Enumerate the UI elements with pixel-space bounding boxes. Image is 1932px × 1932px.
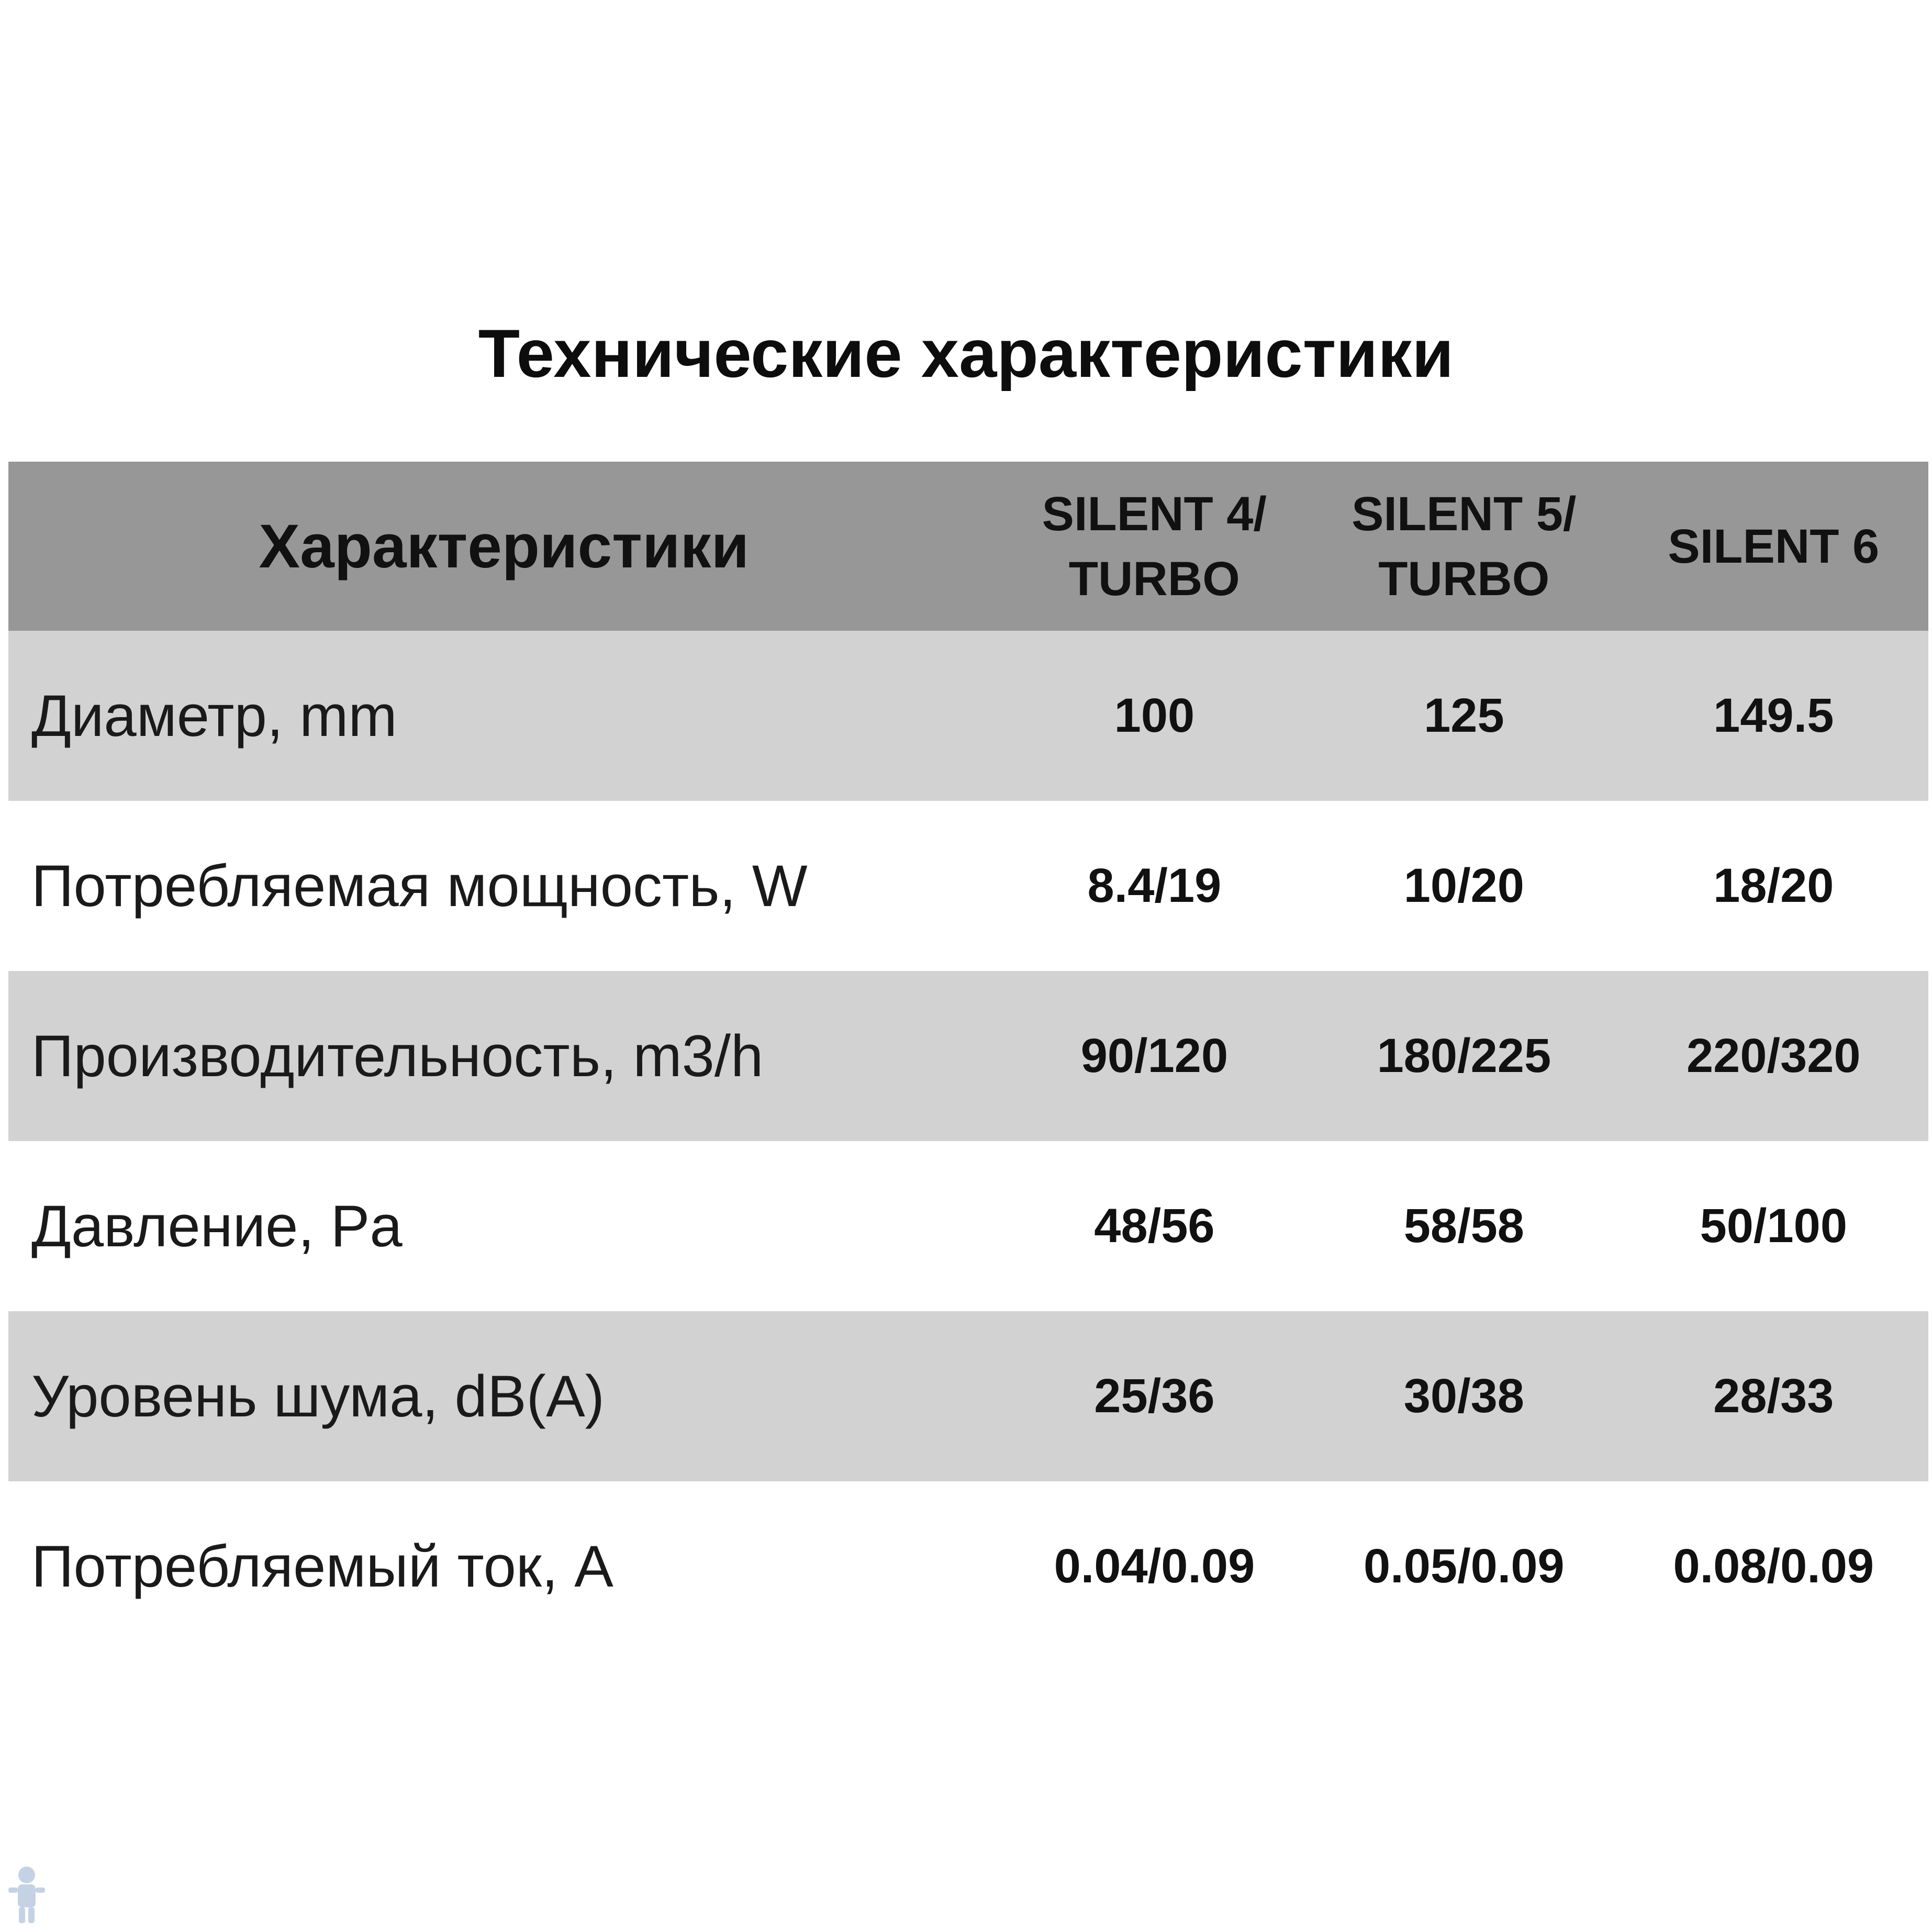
row-value: 180/225 xyxy=(1377,1029,1551,1082)
row-value: 30/38 xyxy=(1403,1369,1524,1423)
row-value: 100 xyxy=(1114,689,1195,742)
row-value: 28/33 xyxy=(1713,1369,1834,1423)
row-value: 0.05/0.09 xyxy=(1364,1539,1565,1593)
row-value: 25/36 xyxy=(1094,1369,1215,1423)
row-value: 58/58 xyxy=(1403,1199,1524,1253)
row-value: 149.5 xyxy=(1713,689,1834,742)
row-value: 18/20 xyxy=(1713,859,1834,912)
row-label: Потребляемая мощность, W xyxy=(31,853,808,919)
row-value: 0.04/0.09 xyxy=(1054,1539,1255,1593)
header-model-silent-6 xyxy=(1619,514,1928,579)
header-label: Характеристики xyxy=(259,511,750,581)
row-label: Потребляемый ток, А xyxy=(31,1534,613,1599)
row-label: Давление, Pa xyxy=(31,1193,403,1259)
table-row-capacity xyxy=(8,971,1928,1141)
table-row-noise xyxy=(8,1311,1928,1481)
row-value: 0.08/0.09 xyxy=(1673,1539,1874,1593)
spec-table xyxy=(8,462,1928,1651)
header-model-line2: TURBO xyxy=(1378,552,1550,606)
row-value: 90/120 xyxy=(1080,1029,1229,1082)
table-header-row xyxy=(8,462,1928,631)
row-value: 125 xyxy=(1424,689,1504,742)
row-value: 8.4/19 xyxy=(1087,859,1222,912)
header-model-line1: SILENT 5/ xyxy=(1352,487,1577,541)
mascot-watermark-icon xyxy=(3,1863,50,1926)
header-model-line1: SILENT 4/ xyxy=(1042,487,1267,541)
row-label: Диаметр, mm xyxy=(31,683,397,749)
header-model-line2: TURBO xyxy=(1068,552,1240,606)
header-model-line1: SILENT 6 xyxy=(1668,519,1880,573)
row-label: Производительность, m3/h xyxy=(31,1023,764,1089)
row-value: 10/20 xyxy=(1403,859,1524,912)
row-label: Уровень шума, dB(A) xyxy=(31,1364,605,1429)
row-value: 48/56 xyxy=(1094,1199,1215,1253)
table-row-diameter xyxy=(8,631,1928,801)
header-model-silent-5 xyxy=(1309,482,1618,611)
page-title: Технические характеристики xyxy=(478,315,1454,392)
table-row-pressure xyxy=(8,1141,1928,1311)
table-row-power xyxy=(8,801,1928,971)
row-value: 50/100 xyxy=(1700,1199,1847,1253)
row-value: 220/320 xyxy=(1687,1029,1861,1082)
table-row-current xyxy=(8,1481,1928,1651)
header-model-silent-4 xyxy=(1000,482,1309,611)
